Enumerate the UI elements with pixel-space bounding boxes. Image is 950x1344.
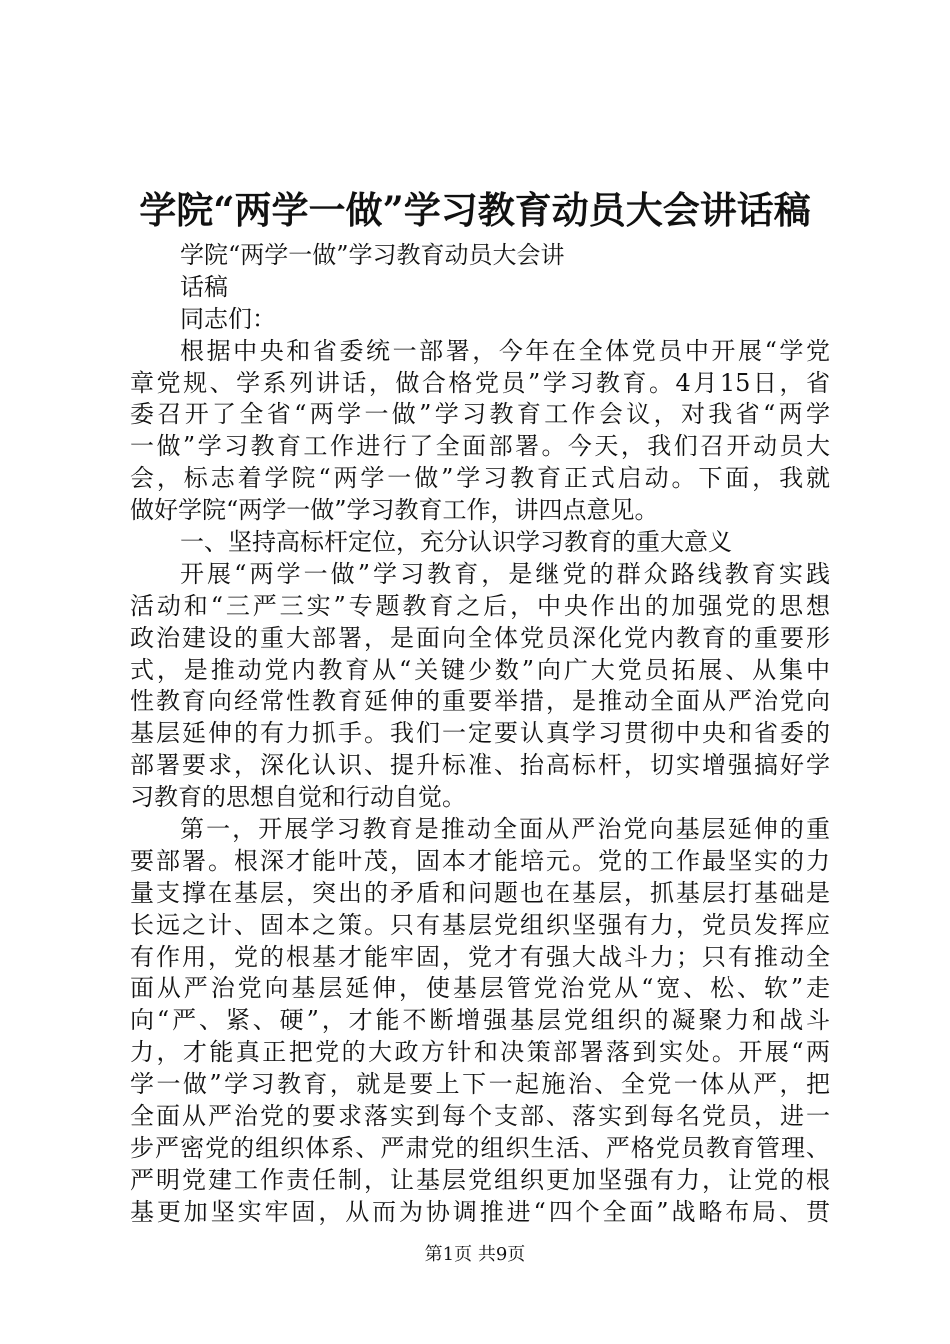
text-line: 一做”学习教育工作进行了全面部署。今天，我们召开动员大 [130, 432, 830, 461]
text-line: 会，标志着学院“两学一做”学习教育正式启动。下面，我就 [130, 464, 830, 493]
text-line: 学院“两学一做”学习教育动员大会讲 [180, 241, 565, 269]
text-line: 做好学院“两学一做”学习教育工作，讲四点意见。 [130, 496, 659, 525]
text-line: 学一做”学习教育，就是要上下一起施治、全党一体从严，把 [130, 1070, 830, 1099]
text-line: 严明党建工作责任制，让基层党组织更加坚强有力，让党的根 [130, 1165, 830, 1194]
text-line: 要部署。根深才能叶茂，固本才能培元。党的工作最坚实的力 [130, 846, 830, 875]
text-line: 习教育的思想自觉和行动自觉。 [130, 783, 466, 812]
text-line: 长远之计、固本之策。只有基层党组织坚强有力，党员发挥应 [130, 910, 830, 939]
text-line: 话稿 [180, 272, 228, 301]
text-line: 步严密党的组织体系、严肃党的组织生活、严格党员教育管理、 [130, 1133, 830, 1162]
text-line: 性教育向经常性教育延伸的重要举措，是推动全面从严治党向 [130, 687, 830, 716]
text-line: 基层延伸的有力抓手。我们一定要认真学习贯彻中央和省委的 [130, 719, 830, 748]
text-line: 式，是推动党内教育从“关键少数”向广大党员拓展、从集中 [130, 655, 830, 684]
text-line: 全面从严治党的要求落实到每个支部、落实到每名党员，进一 [130, 1102, 830, 1131]
text-line: 部署要求，深化认识、提升标准、抬高标杆，切实增强搞好学 [130, 751, 830, 780]
text-line: 政治建设的重大部署，是面向全体党员深化党内教育的重要形 [130, 623, 830, 652]
text-line: 量支撑在基层，突出的矛盾和问题也在基层，抓基层打基础是 [130, 878, 830, 907]
text-line: 开展“两学一做”学习教育，是继党的群众路线教育实践 [180, 559, 830, 588]
text-line: 力，才能真正把党的大政方针和决策部署落到实处。开展“两 [130, 1038, 830, 1067]
text-line: 有作用，党的根基才能牢固，党才有强大战斗力；只有推动全 [130, 942, 830, 971]
page-number: 第1页 共9页 [424, 1244, 526, 1265]
text-line: 面从严治党向基层延伸，使基层管党治党从“宽、松、软”走 [130, 974, 830, 1003]
text-line: 向“严、紧、硬”，才能不断增强基层党组织的凝聚力和战斗 [130, 1006, 830, 1035]
text-line: 委召开了全省“两学一做”学习教育工作会议，对我省“两学 [130, 400, 830, 429]
section-heading: 一、坚持高标杆定位，充分认识学习教育的重大意义 [180, 528, 732, 557]
document-title: 学院“两学一做”学习教育动员大会讲话稿 [139, 188, 811, 232]
text-line: 活动和“三严三实”专题教育之后，中央作出的加强党的思想 [130, 591, 830, 620]
salutation: 同志们： [180, 304, 276, 333]
text-line: 章党规、学系列讲话，做合格党员”学习教育。4月15日，省 [130, 368, 830, 397]
text-line: 第一，开展学习教育是推动全面从严治党向基层延伸的重 [180, 815, 830, 844]
document-body [130, 240, 830, 1229]
text-line: 根据中央和省委统一部署，今年在全体党员中开展“学党 [180, 336, 830, 365]
text-line: 基更加坚实牢固，从而为协调推进“四个全面”战略布局、贯 [130, 1197, 830, 1226]
